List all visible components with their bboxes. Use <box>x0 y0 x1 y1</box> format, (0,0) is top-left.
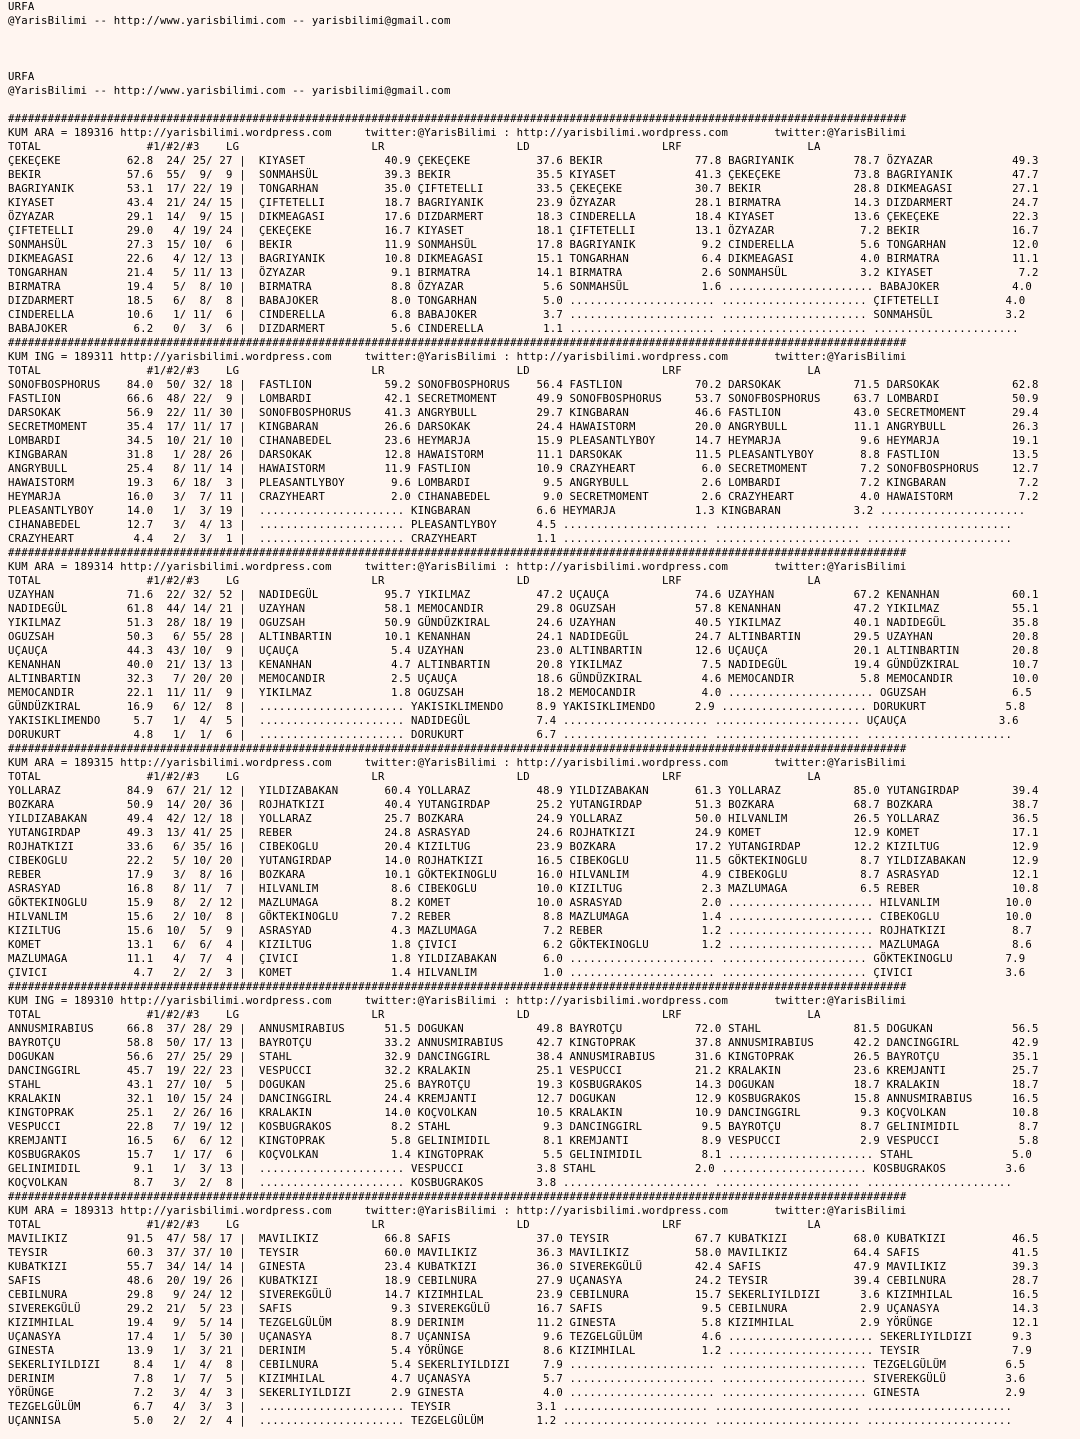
table-row: BIRMATRA 19.4 5/ 8/ 10 | BIRMATRA 8.8 ÖZYAZAR 5.6 SONMAHSÜL 1.6 ...................... BABAJOKER 4.0 <box>8 280 1032 293</box>
section-divider: ######################################################################################################################################## <box>8 546 907 559</box>
table-row: TEYSIR 60.3 37/ 37/ 10 | TEYSIR 60.0 MAVILIKIZ 36.3 MAVILIKIZ 58.0 MAVILIKIZ 64.4 SAFIS 41.5 <box>8 1246 1039 1259</box>
table-row: HEYMARJA 16.0 3/ 7/ 11 | CRAZYHEART 2.0 CIHANABEDEL 9.0 SECRETMOMENT 2.6 CRAZYHEART 4.0 HAWAISTORM 7.2 <box>8 490 1039 503</box>
table-row: SONOFBOSPHORUS 84.0 50/ 32/ 18 | FASTLION 59.2 SONOFBOSPHORUS 56.4 FASTLION 70.2 DARSOKAK 71.5 DARSOKAK 62.8 <box>8 378 1039 391</box>
table-row: GÖKTEKINOGLU 15.9 8/ 2/ 12 | MAZLUMAGA 8.2 KOMET 10.0 ASRASYAD 2.0 ...................... HILVANLIM 10.0 <box>8 896 1032 909</box>
table-row: SAFIS 48.6 20/ 19/ 26 | KUBATKIZI 18.9 CEBILNURA 27.9 UÇANASYA 24.2 TEYSIR 39.4 CEBILNURA 28.7 <box>8 1274 1039 1287</box>
table-row: GELINIMIDIL 9.1 1/ 3/ 13 | ...................... VESPUCCI 3.8 STAHL 2.0 ...................... KOSBUGRAKOS 3.6 <box>8 1162 1026 1175</box>
table-row: UÇAUÇA 44.3 43/ 10/ 9 | UÇAUÇA 5.4 UZAYHAN 23.0 ALTINBARTIN 12.6 UÇAUÇA 20.1 ALTINBARTIN 20.8 <box>8 644 1039 657</box>
table-row: OGUZSAH 50.3 6/ 55/ 28 | ALTINBARTIN 10.1 KENANHAN 24.1 NADIDEGÜL 24.7 ALTINBARTIN 29.5 UZAYHAN 20.8 <box>8 630 1039 643</box>
section-divider: ######################################################################################################################################## <box>8 980 907 993</box>
table-row: LOMBARDI 34.5 10/ 21/ 10 | CIHANABEDEL 23.6 HEYMARJA 15.9 PLEASANTLYBOY 14.7 HEYMARJA 9.6 HEYMARJA 19.1 <box>8 434 1039 447</box>
table-row: VESPUCCI 22.8 7/ 19/ 12 | KOSBUGRAKOS 8.2 STAHL 9.3 DANCINGGIRL 9.5 BAYROTÇU 8.7 GELINIMIDIL 8.7 <box>8 1120 1039 1133</box>
table-row: STAHL 43.1 27/ 10/ 5 | DOGUKAN 25.6 BAYROTÇU 19.3 KOSBUGRAKOS 14.3 DOGUKAN 18.7 KRALAKIN 18.7 <box>8 1078 1039 1091</box>
table-row: ANNUSMIRABIUS 66.8 37/ 28/ 29 | ANNUSMIRABIUS 51.5 DOGUKAN 49.8 BAYROTÇU 72.0 STAHL 81.5 DOGUKAN 56.5 <box>8 1022 1039 1035</box>
table-row: SIVEREKGÜLÜ 29.2 21/ 5/ 23 | SAFIS 9.3 SIVEREKGÜLÜ 16.7 SAFIS 9.5 CEBILNURA 2.9 UÇANASYA 14.3 <box>8 1302 1039 1315</box>
table-row: ÖZYAZAR 29.1 14/ 9/ 15 | DIKMEAGASI 17.6 DIZDARMERT 18.3 CINDERELLA 18.4 KIYASET 13.6 ÇEKEÇEKE 22.3 <box>8 210 1039 223</box>
table-row: YILDIZABAKAN 49.4 42/ 12/ 18 | YOLLARAZ 25.7 BOZKARA 24.9 YOLLARAZ 50.0 HILVANLIM 26.5 YOLLARAZ 36.5 <box>8 812 1039 825</box>
table-row: TEZGELGÜLÜM 6.7 4/ 3/ 3 | ...................... TEYSIR 3.1 ...................... ...................... ...................... <box>8 1400 1013 1413</box>
section-divider: ######################################################################################################################################## <box>8 1190 907 1203</box>
table-row: CIBEKOGLU 22.2 5/ 10/ 20 | YUTANGIRDAP 14.0 ROJHATKIZI 16.5 CIBEKOGLU 11.5 GÖKTEKINOGLU 8.7 YILDIZABAKAN 12.9 <box>8 854 1039 867</box>
column-header-row: TOTAL #1/#2/#3 LG LR LD LRF LA <box>8 364 821 377</box>
table-row: TONGARHAN 21.4 5/ 11/ 13 | ÖZYAZAR 9.1 BIRMATRA 14.1 BIRMATRA 2.6 SONMAHSÜL 3.2 KIYASET 7.2 <box>8 266 1039 279</box>
table-row: CRAZYHEART 4.4 2/ 3/ 1 | ...................... CRAZYHEART 1.1 ...................... ...................... ...................... <box>8 532 1013 545</box>
table-row: MAVILIKIZ 91.5 47/ 58/ 17 | MAVILIKIZ 66.8 SAFIS 37.0 TEYSIR 67.7 KUBATKIZI 68.0 KUBATKIZI 46.5 <box>8 1232 1039 1245</box>
table-row: GINESTA 13.9 1/ 3/ 21 | DERINIM 5.4 YÖRÜNGE 8.6 KIZIMHILAL 1.2 ...................... TEYSIR 7.9 <box>8 1344 1032 1357</box>
blank-line <box>8 56 1080 70</box>
column-header-row: TOTAL #1/#2/#3 LG LR LD LRF LA <box>8 770 821 783</box>
table-row: CINDERELLA 10.6 1/ 11/ 6 | CINDERELLA 6.8 BABAJOKER 3.7 ...................... ...................... SONMAHSÜL 3.2 <box>8 308 1026 321</box>
table-row: KOSBUGRAKOS 15.7 1/ 17/ 6 | KOÇVOLKAN 1.4 KINGTOPRAK 5.5 GELINIMIDIL 8.1 ...................... STAHL 5.0 <box>8 1148 1032 1161</box>
table-row: KINGTOPRAK 25.1 2/ 26/ 16 | KRALAKIN 14.0 KOÇVOLKAN 10.5 KRALAKIN 10.9 DANCINGGIRL 9.3 KOÇVOLKAN 10.8 <box>8 1106 1039 1119</box>
table-row: SECRETMOMENT 35.4 17/ 11/ 17 | KINGBARAN 26.6 DARSOKAK 24.4 HAWAISTORM 20.0 ANGRYBULL 11.1 ANGRYBULL 26.3 <box>8 420 1039 433</box>
contact-line: @YarisBilimi -- http://www.yarisbilimi.com -- yarisbilimi@gmail.com <box>8 14 451 27</box>
table-row: YAKISIKLIMENDO 5.7 1/ 4/ 5 | ...................... NADIDEGÜL 7.4 ...................... ...................... UÇAUÇA 3.6 <box>8 714 1019 727</box>
contact-line: @YarisBilimi -- http://www.yarisbilimi.com -- yarisbilimi@gmail.com <box>8 84 451 97</box>
race-header: KUM ING = 189310 http://yarisbilimi.wordpress.com twitter:@YarisBilimi : http://yarisbilimi.wordpress.com twitter:@YarisBilimi <box>8 994 907 1007</box>
section-divider: ######################################################################################################################################## <box>8 336 907 349</box>
page-title: URFA <box>8 70 35 83</box>
blank-line <box>8 42 1080 56</box>
blank-line <box>8 28 1080 42</box>
table-row: UÇANASYA 17.4 1/ 5/ 30 | UÇANASYA 8.7 UÇANNISA 9.6 TEZGELGÜLÜM 4.6 ...................... SEKERLIYILDIZI 9.3 <box>8 1330 1032 1343</box>
table-row: CIHANABEDEL 12.7 3/ 4/ 13 | ...................... PLEASANTLYBOY 4.5 ...................... ...................... ...................... <box>8 518 1013 531</box>
page-title: URFA <box>8 0 35 13</box>
table-row: PLEASANTLYBOY 14.0 1/ 3/ 19 | ...................... KINGBARAN 6.6 HEYMARJA 1.3 KINGBARAN 3.2 ...................... <box>8 504 1026 517</box>
table-row: ÇIVICI 4.7 2/ 2/ 3 | KOMET 1.4 HILVANLIM 1.0 ...................... ...................... ÇIVICI 3.6 <box>8 966 1026 979</box>
table-row: KOÇVOLKAN 8.7 3/ 2/ 8 | ...................... KOSBUGRAKOS 3.8 ...................... ...................... ...................... <box>8 1176 1013 1189</box>
table-row: KRALAKIN 32.1 10/ 15/ 24 | DANCINGGIRL 24.4 KREMJANTI 12.7 DOGUKAN 12.9 KOSBUGRAKOS 15.8 ANNUSMIRABIUS 16.5 <box>8 1092 1039 1105</box>
table-row: SONMAHSÜL 27.3 15/ 10/ 6 | BEKIR 11.9 SONMAHSÜL 17.8 BAGRIYANIK 9.2 CINDERELLA 5.6 TONGARHAN 12.0 <box>8 238 1039 251</box>
table-row: BEKIR 57.6 55/ 9/ 9 | SONMAHSÜL 39.3 BEKIR 35.5 KIYASET 41.3 ÇEKEÇEKE 73.8 BAGRIYANIK 47.7 <box>8 168 1039 181</box>
table-row: MEMOCANDIR 22.1 11/ 11/ 9 | YIKILMAZ 1.8 OGUZSAH 18.2 MEMOCANDIR 4.0 ...................... OGUZSAH 6.5 <box>8 686 1032 699</box>
table-row: ALTINBARTIN 32.3 7/ 20/ 20 | MEMOCANDIR 2.5 UÇAUÇA 18.6 GÜNDÜZKIRAL 4.6 MEMOCANDIR 5.8 MEMOCANDIR 10.0 <box>8 672 1039 685</box>
table-row: HAWAISTORM 19.3 6/ 18/ 3 | PLEASANTLYBOY 9.6 LOMBARDI 9.5 ANGRYBULL 2.6 LOMBARDI 7.2 KINGBARAN 7.2 <box>8 476 1039 489</box>
table-row: BOZKARA 50.9 14/ 20/ 36 | ROJHATKIZI 40.4 YUTANGIRDAP 25.2 YUTANGIRDAP 51.3 BOZKARA 68.7 BOZKARA 38.7 <box>8 798 1039 811</box>
table-row: MAZLUMAGA 11.1 4/ 7/ 4 | ÇIVICI 1.8 YILDIZABAKAN 6.0 ...................... ...................... GÖKTEKINOGLU 7.9 <box>8 952 1026 965</box>
table-row: BABAJOKER 6.2 0/ 3/ 6 | DIZDARMERT 5.6 CINDERELLA 1.1 ...................... ...................... ...................... <box>8 322 1019 335</box>
column-header-row: TOTAL #1/#2/#3 LG LR LD LRF LA <box>8 1008 821 1021</box>
table-row: HILVANLIM 15.6 2/ 10/ 8 | GÖKTEKINOGLU 7.2 REBER 8.8 MAZLUMAGA 1.4 ...................... CIBEKOGLU 10.0 <box>8 910 1032 923</box>
table-row: DANCINGGIRL 45.7 19/ 22/ 23 | VESPUCCI 32.2 KRALAKIN 25.1 VESPUCCI 21.2 KRALAKIN 23.6 KREMJANTI 25.7 <box>8 1064 1039 1077</box>
table-row: BAGRIYANIK 53.1 17/ 22/ 19 | TONGARHAN 35.0 ÇIFTETELLI 33.5 ÇEKEÇEKE 30.7 BEKIR 28.8 DIKMEAGASI 27.1 <box>8 182 1039 195</box>
column-header-row: TOTAL #1/#2/#3 LG LR LD LRF LA <box>8 574 821 587</box>
section-divider: ######################################################################################################################################## <box>8 112 907 125</box>
table-row: YUTANGIRDAP 49.3 13/ 41/ 25 | REBER 24.8 ASRASYAD 24.6 ROJHATKIZI 24.9 KOMET 12.9 KOMET 17.1 <box>8 826 1039 839</box>
table-row: DARSOKAK 56.9 22/ 11/ 30 | SONOFBOSPHORUS 41.3 ANGRYBULL 29.7 KINGBARAN 46.6 FASTLION 43.0 SECRETMOMENT 29.4 <box>8 406 1039 419</box>
table-row: DORUKURT 4.8 1/ 1/ 6 | ...................... DORUKURT 6.7 ...................... ...................... ...................... <box>8 728 1013 741</box>
table-row: FASTLION 66.6 48/ 22/ 9 | LOMBARDI 42.1 SECRETMOMENT 49.9 SONOFBOSPHORUS 53.7 SONOFBOSPHORUS 63.7 LOMBARDI 50.9 <box>8 392 1039 405</box>
race-header: KUM ING = 189311 http://yarisbilimi.wordpress.com twitter:@YarisBilimi : http://yarisbilimi.wordpress.com twitter:@YarisBilimi <box>8 350 907 363</box>
table-row: KREMJANTI 16.5 6/ 6/ 12 | KINGTOPRAK 5.8 GELINIMIDIL 8.1 KREMJANTI 8.9 VESPUCCI 2.9 VESPUCCI 5.8 <box>8 1134 1039 1147</box>
table-row: ASRASYAD 16.8 8/ 11/ 7 | HILVANLIM 8.6 CIBEKOGLU 10.0 KIZILTUG 2.3 MAZLUMAGA 6.5 REBER 10.8 <box>8 882 1039 895</box>
table-row: ANGRYBULL 25.4 8/ 11/ 14 | HAWAISTORM 11.9 FASTLION 10.9 CRAZYHEART 6.0 SECRETMOMENT 7.2 SONOFBOSPHORUS 12.7 <box>8 462 1039 475</box>
table-row: BAYROTÇU 58.8 50/ 17/ 13 | BAYROTÇU 33.2 ANNUSMIRABIUS 42.7 KINGTOPRAK 37.8 ANNUSMIRABIUS 42.2 DANCINGGIRL 42.9 <box>8 1036 1039 1049</box>
table-row: KUBATKIZI 55.7 34/ 14/ 14 | GINESTA 23.4 KUBATKIZI 36.0 SIVEREKGÜLÜ 42.4 SAFIS 47.9 MAVILIKIZ 39.3 <box>8 1260 1039 1273</box>
race-header: KUM ARA = 189313 http://yarisbilimi.wordpress.com twitter:@YarisBilimi : http://yarisbilimi.wordpress.com twitter:@YarisBilimi <box>8 1204 907 1217</box>
table-row: DIKMEAGASI 22.6 4/ 12/ 13 | BAGRIYANIK 10.8 DIKMEAGASI 15.1 TONGARHAN 6.4 DIKMEAGASI 4.0 BIRMATRA 11.1 <box>8 252 1039 265</box>
table-row: KENANHAN 40.0 21/ 13/ 13 | KENANHAN 4.7 ALTINBARTIN 20.8 YIKILMAZ 7.5 NADIDEGÜL 19.4 GÜNDÜZKIRAL 10.7 <box>8 658 1039 671</box>
table-row: REBER 17.9 3/ 8/ 16 | BOZKARA 10.1 GÖKTEKINOGLU 16.0 HILVANLIM 4.9 CIBEKOGLU 8.7 ASRASYAD 12.1 <box>8 868 1039 881</box>
table-row: DERINIM 7.8 1/ 7/ 5 | KIZIMHILAL 4.7 UÇANASYA 5.7 ...................... ...................... SIVEREKGÜLÜ 3.6 <box>8 1372 1026 1385</box>
table-row: DOGUKAN 56.6 27/ 25/ 29 | STAHL 32.9 DANCINGGIRL 38.4 ANNUSMIRABIUS 31.6 KINGTOPRAK 26.5 BAYROTÇU 35.1 <box>8 1050 1039 1063</box>
table-row: UZAYHAN 71.6 22/ 32/ 52 | NADIDEGÜL 95.7 YIKILMAZ 47.2 UÇAUÇA 74.6 UZAYHAN 67.2 KENANHAN 60.1 <box>8 588 1039 601</box>
table-row: YÖRÜNGE 7.2 3/ 4/ 3 | SEKERLIYILDIZI 2.9 GINESTA 4.0 ...................... ...................... GINESTA 2.9 <box>8 1386 1026 1399</box>
section-divider: ######################################################################################################################################## <box>8 742 907 755</box>
table-row: KINGBARAN 31.8 1/ 28/ 26 | DARSOKAK 12.8 HAWAISTORM 11.1 DARSOKAK 11.5 PLEASANTLYBOY 8.8 FASTLION 13.5 <box>8 448 1039 461</box>
blank-line <box>8 98 1080 112</box>
table-row: ÇEKEÇEKE 62.8 24/ 25/ 27 | KIYASET 40.9 ÇEKEÇEKE 37.6 BEKIR 77.8 BAGRIYANIK 78.7 ÖZYAZAR 49.3 <box>8 154 1039 167</box>
table-row: YOLLARAZ 84.9 67/ 21/ 12 | YILDIZABAKAN 60.4 YOLLARAZ 48.9 YILDIZABAKAN 61.3 YOLLARAZ 85.0 YUTANGIRDAP 39.4 <box>8 784 1039 797</box>
column-header-row: TOTAL #1/#2/#3 LG LR LD LRF LA <box>8 1218 821 1231</box>
table-row: NADIDEGÜL 61.8 44/ 14/ 21 | UZAYHAN 58.1 MEMOCANDIR 29.8 OGUZSAH 57.8 KENANHAN 47.2 YIKILMAZ 55.1 <box>8 602 1039 615</box>
race-header: KUM ARA = 189314 http://yarisbilimi.wordpress.com twitter:@YarisBilimi : http://yarisbilimi.wordpress.com twitter:@YarisBilimi <box>8 560 907 573</box>
table-row: KOMET 13.1 6/ 6/ 4 | KIZILTUG 1.8 ÇIVICI 6.2 GÖKTEKINOGLU 1.2 ...................... MAZLUMAGA 8.6 <box>8 938 1032 951</box>
table-row: YIKILMAZ 51.3 28/ 18/ 19 | OGUZSAH 50.9 GÜNDÜZKIRAL 24.6 UZAYHAN 40.5 YIKILMAZ 40.1 NADIDEGÜL 35.8 <box>8 616 1039 629</box>
race-header: KUM ARA = 189316 http://yarisbilimi.wordpress.com twitter:@YarisBilimi : http://yarisbilimi.wordpress.com twitter:@YarisBilimi <box>8 126 907 139</box>
table-row: CEBILNURA 29.8 9/ 24/ 12 | SIVEREKGÜLÜ 14.7 KIZIMHILAL 23.9 CEBILNURA 15.7 SEKERLIYILDIZI 3.6 KIZIMHILAL 16.5 <box>8 1288 1039 1301</box>
table-row: UÇANNISA 5.0 2/ 2/ 4 | ...................... TEZGELGÜLÜM 1.2 ...................... ...................... ...................... <box>8 1414 1013 1427</box>
table-row: KIYASET 43.4 21/ 24/ 15 | ÇIFTETELLI 18.7 BAGRIYANIK 23.9 ÖZYAZAR 28.1 BIRMATRA 14.3 DIZDARMERT 24.7 <box>8 196 1039 209</box>
table-row: GÜNDÜZKIRAL 16.9 6/ 12/ 8 | ...................... YAKISIKLIMENDO 8.9 YAKISIKLIMENDO 2.9 ...................... DORUKURT 5.8 <box>8 700 1026 713</box>
column-header-row: TOTAL #1/#2/#3 LG LR LD LRF LA <box>8 140 821 153</box>
table-row: ROJHATKIZI 33.6 6/ 35/ 16 | CIBEKOGLU 20.4 KIZILTUG 23.9 BOZKARA 17.2 YUTANGIRDAP 12.2 KIZILTUG 12.9 <box>8 840 1039 853</box>
table-row: DIZDARMERT 18.5 6/ 8/ 8 | BABAJOKER 8.0 TONGARHAN 5.0 ...................... ...................... ÇIFTETELLI 4.0 <box>8 294 1026 307</box>
table-row: SEKERLIYILDIZI 8.4 1/ 4/ 8 | CEBILNURA 5.4 SEKERLIYILDIZI 7.9 ...................... ...................... TEZGELGÜLÜM 6.5 <box>8 1358 1026 1371</box>
table-row: KIZIMHILAL 19.4 9/ 5/ 14 | TEZGELGÜLÜM 8.9 DERINIM 11.2 GINESTA 5.8 KIZIMHILAL 2.9 YÖRÜNGE 12.1 <box>8 1316 1039 1329</box>
race-header: KUM ARA = 189315 http://yarisbilimi.wordpress.com twitter:@YarisBilimi : http://yarisbilimi.wordpress.com twitter:@YarisBilimi <box>8 756 907 769</box>
table-row: KIZILTUG 15.6 10/ 5/ 9 | ASRASYAD 4.3 MAZLUMAGA 7.2 REBER 1.2 ...................... ROJHATKIZI 8.7 <box>8 924 1032 937</box>
table-row: ÇIFTETELLI 29.0 4/ 19/ 24 | ÇEKEÇEKE 16.7 KIYASET 18.1 ÇIFTETELLI 13.1 ÖZYAZAR 7.2 BEKIR 16.7 <box>8 224 1039 237</box>
